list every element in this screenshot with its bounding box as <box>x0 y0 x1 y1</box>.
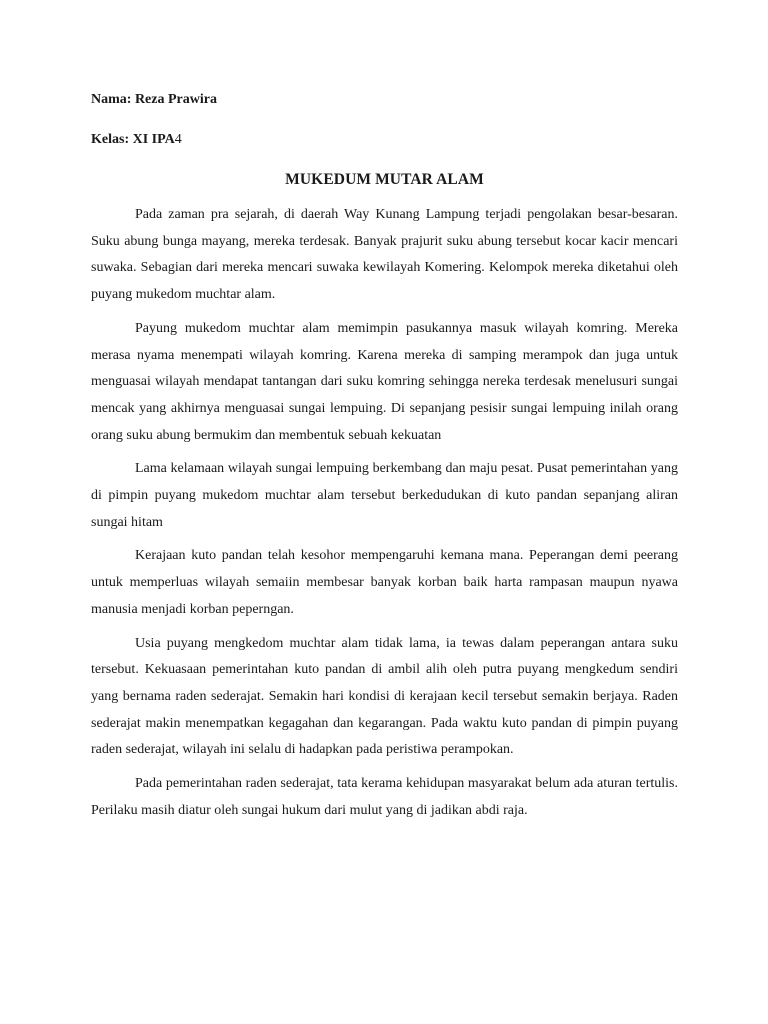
class-number: 4 <box>174 132 182 147</box>
student-class-line <box>91 130 678 150</box>
document-title: MUKEDUM MUTAR ALAM <box>285 171 484 188</box>
name-label: Nama: <box>91 92 132 107</box>
class-value: XI IPA <box>132 132 175 147</box>
document-page <box>91 88 678 824</box>
paragraph-1: Pada zaman pra sejarah, di daerah Way Kunang Lampung terjadi pengolakan besar-besaran. Suku abung bunga mayang, mereka terdesak. Banyak prajurit suku abung tersebut kocar kacir mencari suwaka. Sebagian dari mereka mencari suwaka kewilayah Komering. Kelompok mereka diketahui oleh puyang mukedom muchtar alam. <box>91 207 678 303</box>
paragraph-2: Payung mukedom muchtar alam memimpin pasukannya masuk wilayah komring. Mereka merasa nyama menempati wilayah komring. Karena mereka di samping merampok dan juga untuk menguasai wilayah mendapat tantangan dari suku komring sehingga nereka terdesak menelusuri sungai mencak yang akhirnya menguasai sungai lempuing. Di sepanjang pesisir sungai lempuing inilah orang orang suku abung bermukim dan membentuk sebuah kekuatan <box>91 320 678 443</box>
name-value: Reza Prawira <box>134 92 217 107</box>
paragraph-4: Kerajaan kuto pandan telah kesohor mempengaruhi kemana mana. Peperangan demi peerang untuk memperluas wilayah semaiin membesar banyak korban baik harta rampasan maupun nyawa manusia menjadi korban peperngan. <box>91 548 678 617</box>
paragraph-6: Pada pemerintahan raden sederajat, tata kerama kehidupan masyarakat belum ada aturan tertulis. Perilaku masih diatur oleh sungai hukum dari mulut yang di jadikan abdi raja. <box>91 776 678 818</box>
class-label: Kelas: <box>91 132 130 147</box>
paragraph-5: Usia puyang mengkedom muchtar alam tidak lama, ia tewas dalam peperangan antara suku tersebut. Kekuasaan pemerintahan kuto pandan di ambil alih oleh putra puyang mengkedum sendiri yang bernama raden sederajat. Semakin hari kondisi di kerajaan kecil tersebut semakin berjaya. Raden sederajat makin menempatkan kegagahan dan kegarangan. Pada waktu kuto pandan di pimpin puyang raden sederajat, wilayah ini selalu di hadapkan pada peristiwa perampokan. <box>91 635 678 758</box>
student-name-line <box>91 90 678 110</box>
paragraph-3: Lama kelamaan wilayah sungai lempuing berkembang dan maju pesat. Pusat pemerintahan yang di pimpin puyang mukedom muchtar alam tersebut berkedudukan di kuto pandan sepanjang aliran sungai hitam <box>91 461 678 530</box>
